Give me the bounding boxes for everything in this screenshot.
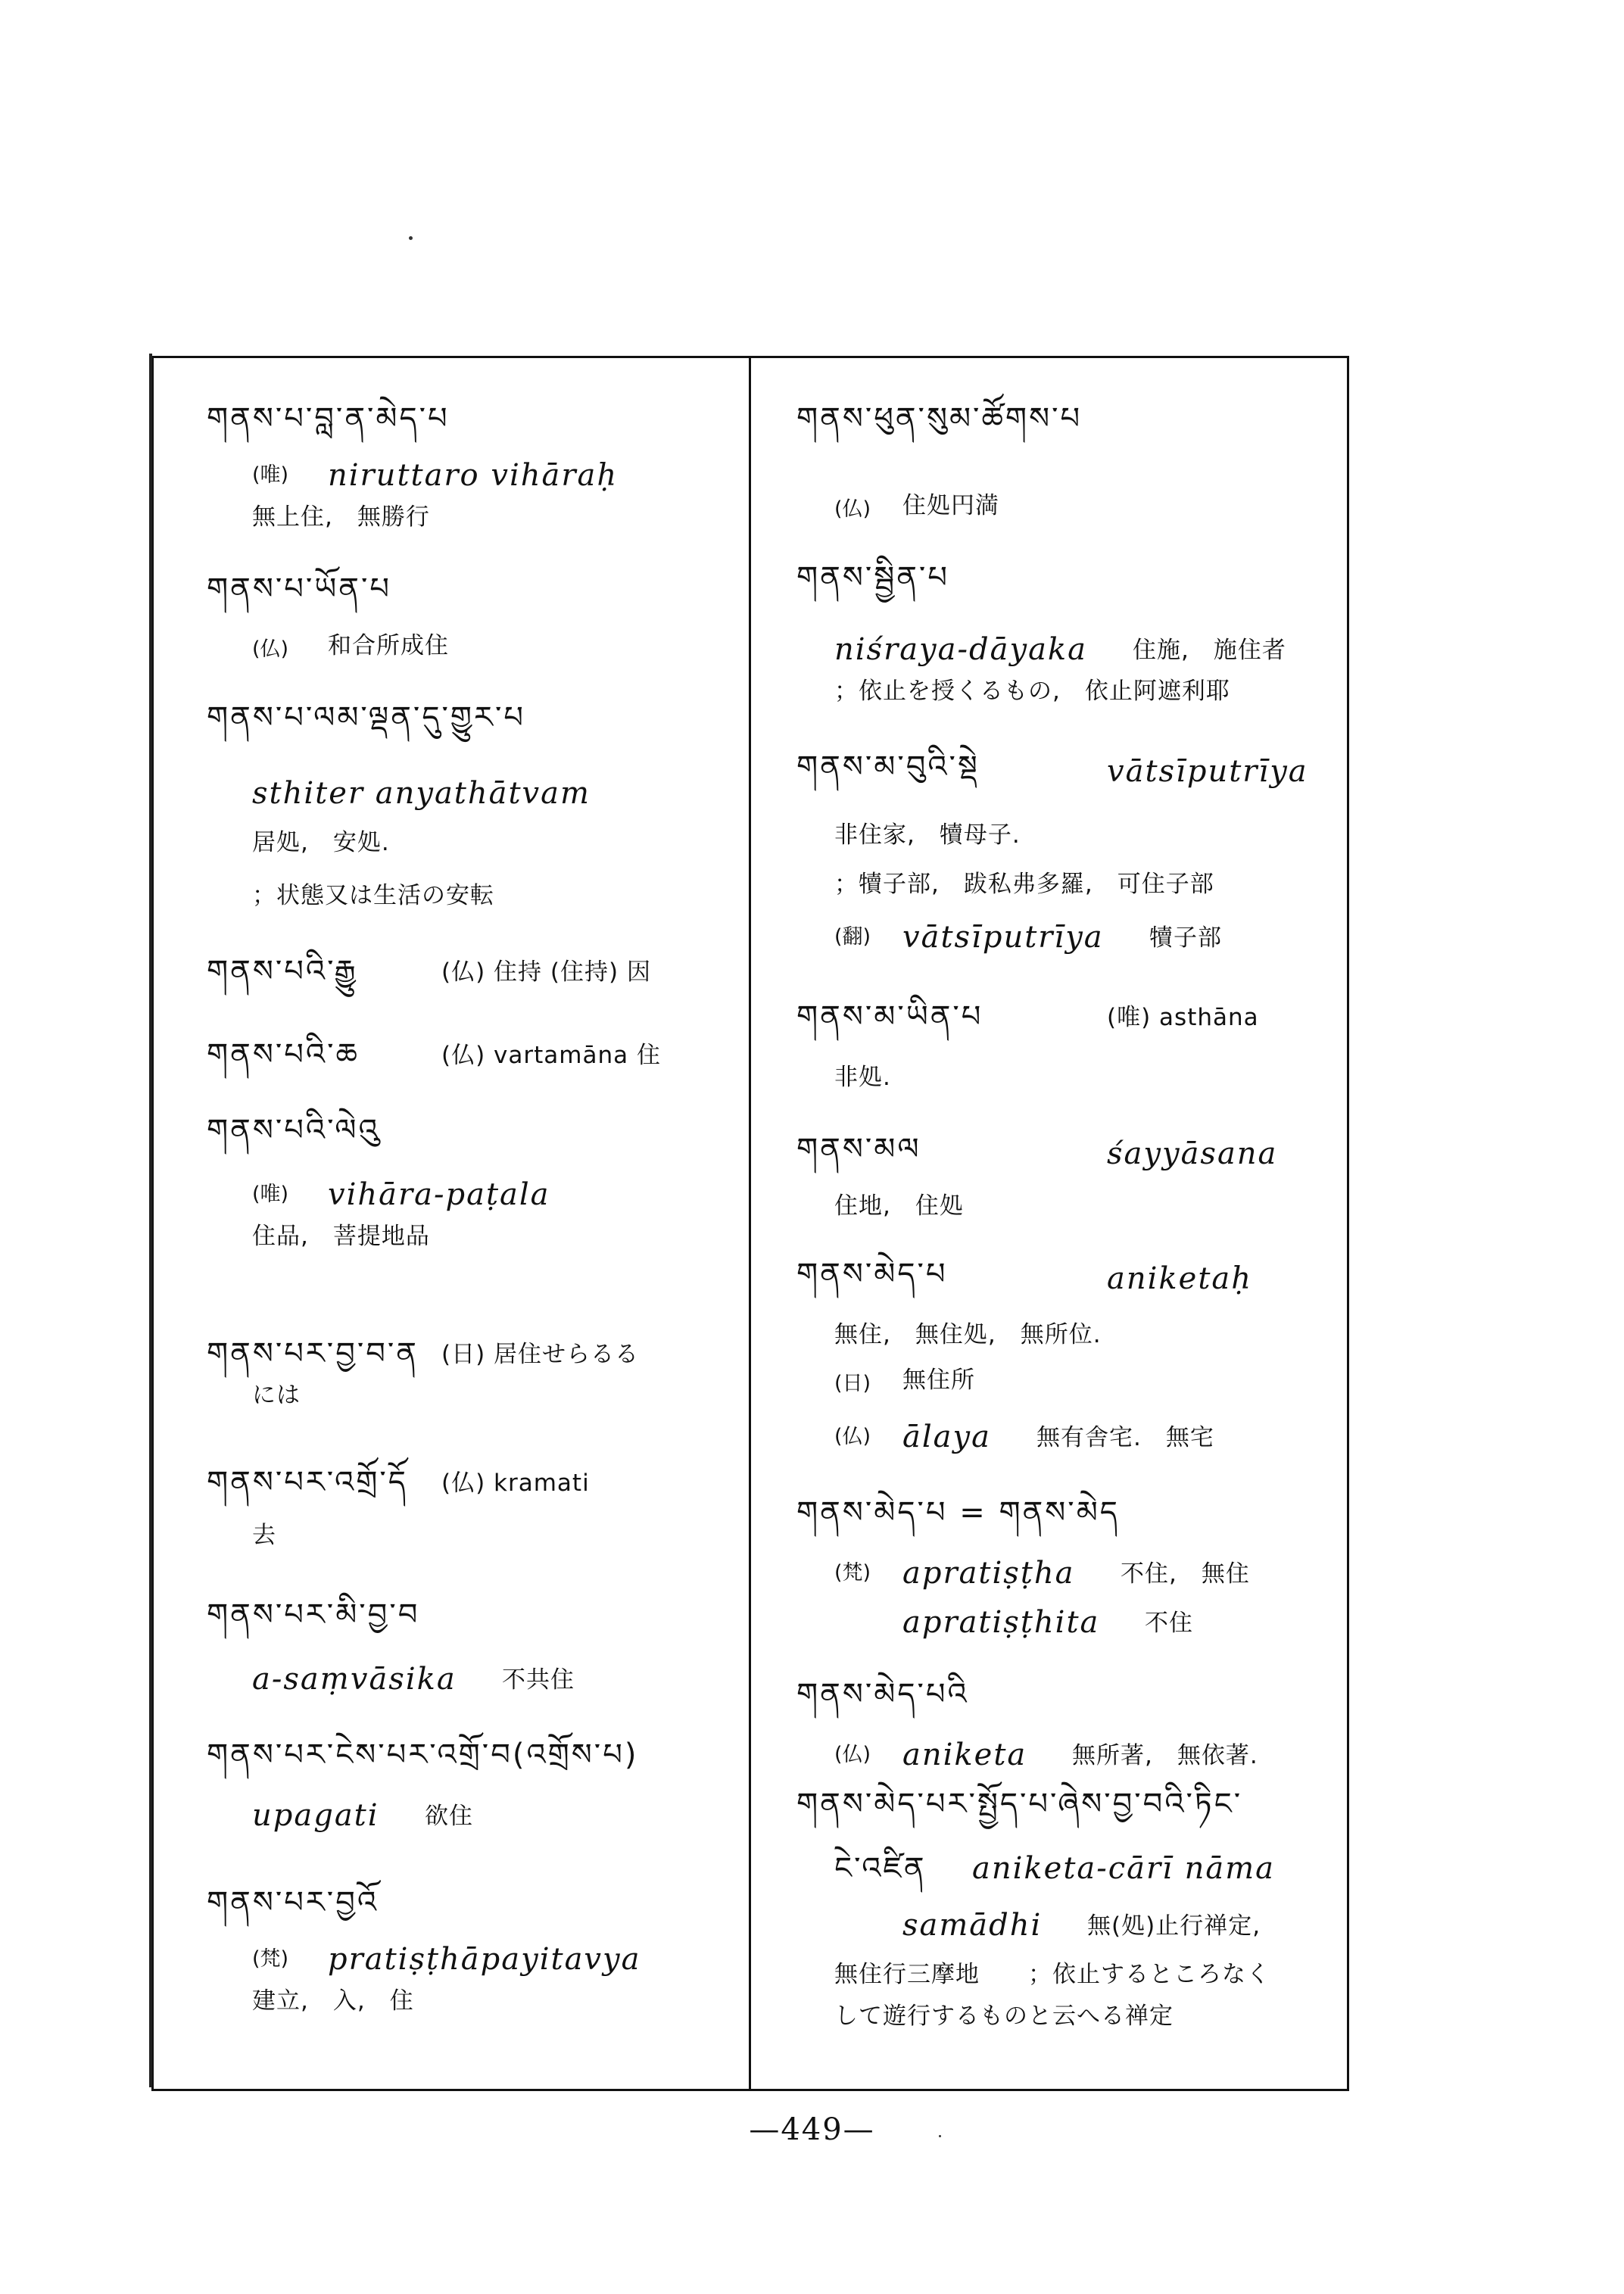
japanese-gloss: 和合所成住 (328, 632, 449, 659)
column-divider (749, 358, 751, 2089)
japanese-gloss: して遊行するものと云へる禅定 (834, 2003, 1174, 2030)
headword-gloss: (仏) vartamāna 住 (441, 1042, 661, 1069)
headword-gloss: vātsīputrīya (1107, 754, 1308, 789)
sanskrit-equivalent: apratiṣṭha (902, 1556, 1075, 1591)
japanese-gloss: 居処, 安処. (252, 829, 390, 856)
japanese-gloss: 去 (252, 1522, 276, 1549)
japanese-gloss: 不共住 (502, 1666, 575, 1694)
headword-gloss: śayyāsana (1107, 1136, 1278, 1171)
source-marker: (仏) (252, 637, 289, 661)
tibetan-headword: གནས་པར་མི་བྱ་བ (207, 1597, 420, 1632)
japanese-gloss: には (252, 1382, 301, 1409)
sanskrit-equivalent: niśraya-dāyaka (834, 632, 1087, 667)
tibetan-headword: གནས་པ་ལམ་ལྡན་དུ་གྱུར་པ (207, 700, 525, 735)
japanese-gloss: ；依止を授くるもの, 依止阿遮利耶 (834, 678, 1230, 705)
tibetan-headword: གནས་པའི་ཆ (207, 1037, 360, 1072)
tibetan-continuation: ངེ་འཛིན (834, 1851, 927, 1886)
japanese-gloss: 非住家, 犢母子. (834, 821, 1021, 849)
tibetan-headword: གནས་པ་ཡོན་པ (207, 572, 391, 606)
source-marker: (翻) (834, 925, 871, 949)
tibetan-headword: གནས་པར་ངེས་པར་འགྲོ་བ(འགྲོས་པ) (207, 1738, 639, 1772)
tibetan-headword: གནས་པར་བྱའོ (207, 1885, 379, 1920)
sanskrit-equivalent: aniketa (902, 1738, 1027, 1772)
source-marker: (梵) (252, 1947, 289, 1971)
tibetan-headword: གནས་པར་འགྲོ་དོ (207, 1465, 408, 1500)
tibetan-headword: གནས་པའི་རྒྱུ (207, 954, 358, 989)
headword-gloss: aniketaḥ (1107, 1261, 1252, 1296)
tibetan-headword: གནས་མེད་པར་སྤྱོད་པ་ཞེས་བྱ་བའི་ཏིང་ (796, 1787, 1243, 1822)
headword-gloss: (仏) kramati (441, 1470, 590, 1497)
page-number: —449— (749, 2112, 875, 2147)
japanese-gloss: 無住, 無住処, 無所位. (834, 1321, 1102, 1348)
headword-gloss: (日) 居住せらるる (441, 1341, 640, 1368)
source-marker: (仏) (834, 1425, 871, 1448)
sanskrit-equivalent: apratiṣṭhita (902, 1605, 1100, 1640)
tibetan-headword: གནས་མ་ཡིན་པ (796, 999, 983, 1034)
source-marker: (仏) (834, 1743, 871, 1766)
japanese-gloss: 建立, 入, 住 (252, 1987, 414, 2015)
tibetan-headword: གནས་ཕུན་སུམ་ཚོགས་པ (796, 401, 1083, 436)
japanese-gloss: 無住所 (902, 1367, 975, 1394)
sanskrit-equivalent: ālaya (902, 1420, 991, 1454)
japanese-gloss: 住施, 施住者 (1133, 637, 1286, 664)
japanese-gloss: 無(処)止行禅定, (1087, 1912, 1261, 1940)
source-marker: (唯) (252, 1183, 289, 1206)
dictionary-frame (151, 356, 1349, 2091)
tibetan-headword: གནས་མ་བུའི་སྡེ (796, 750, 980, 784)
japanese-gloss: ；状態又は生活の安転 (252, 882, 494, 909)
sanskrit-equivalent: niruttaro vihāraḥ (328, 458, 619, 493)
source-marker: (仏) (834, 497, 871, 521)
japanese-gloss: 非処. (834, 1064, 891, 1091)
headword-gloss: (唯) asthāna (1107, 1004, 1259, 1031)
scan-speck (409, 236, 413, 240)
sanskrit-equivalent: pratiṣṭhāpayitavya (328, 1942, 641, 1977)
japanese-gloss: 無所著, 無依著. (1072, 1742, 1258, 1769)
japanese-gloss: 欲住 (425, 1803, 473, 1830)
headword-gloss: (仏) 住持 (住持) 因 (441, 958, 651, 986)
tibetan-headword: གནས་མལ (796, 1132, 921, 1167)
japanese-gloss: 住地, 住処 (834, 1192, 964, 1220)
japanese-gloss: 不住 (1145, 1610, 1193, 1637)
tibetan-headword: གནས་སྦྱིན་པ (796, 560, 949, 595)
japanese-gloss: 不住, 無住 (1121, 1560, 1250, 1588)
tibetan-headword: གནས་མེད་པ = གནས་མེད (796, 1495, 1120, 1530)
tibetan-headword: གནས་པར་བྱ་བ་ན (207, 1336, 419, 1371)
source-marker: (唯) (252, 463, 289, 487)
japanese-gloss: 住処円満 (902, 492, 999, 519)
tibetan-headword: གནས་མེད་པའི (796, 1677, 969, 1712)
tibetan-headword: གནས་པ་བླ་ན་མེད་པ (207, 401, 450, 436)
sanskrit-equivalent: samādhi (902, 1908, 1043, 1943)
japanese-gloss: 無住行三摩地 ；依止するところなく (834, 1961, 1270, 1988)
sanskrit-equivalent: a-saṃvāsika (252, 1662, 457, 1697)
sanskrit-equivalent: aniketa-cārī nāma (972, 1851, 1276, 1886)
japanese-gloss: 無有舎宅. 無宅 (1036, 1424, 1214, 1451)
tibetan-headword: གནས་མེད་པ (796, 1257, 948, 1292)
japanese-gloss: 住品, 菩提地品 (252, 1223, 430, 1250)
source-marker: (日) (834, 1372, 871, 1395)
tibetan-headword: གནས་པའི་ལེའུ (207, 1113, 381, 1148)
sanskrit-equivalent: vihāra-paṭala (328, 1177, 550, 1212)
japanese-gloss: 無上住, 無勝行 (252, 503, 430, 531)
source-marker: (梵) (834, 1561, 871, 1585)
japanese-gloss: 犢子部 (1149, 924, 1222, 952)
sanskrit-equivalent: upagati (252, 1798, 379, 1833)
sanskrit-equivalent: vātsīputrīya (902, 920, 1104, 955)
sanskrit-equivalent: sthiter anyathātvam (252, 776, 591, 811)
japanese-gloss: ；犢子部, 跋私弗多羅, 可住子部 (834, 871, 1214, 898)
